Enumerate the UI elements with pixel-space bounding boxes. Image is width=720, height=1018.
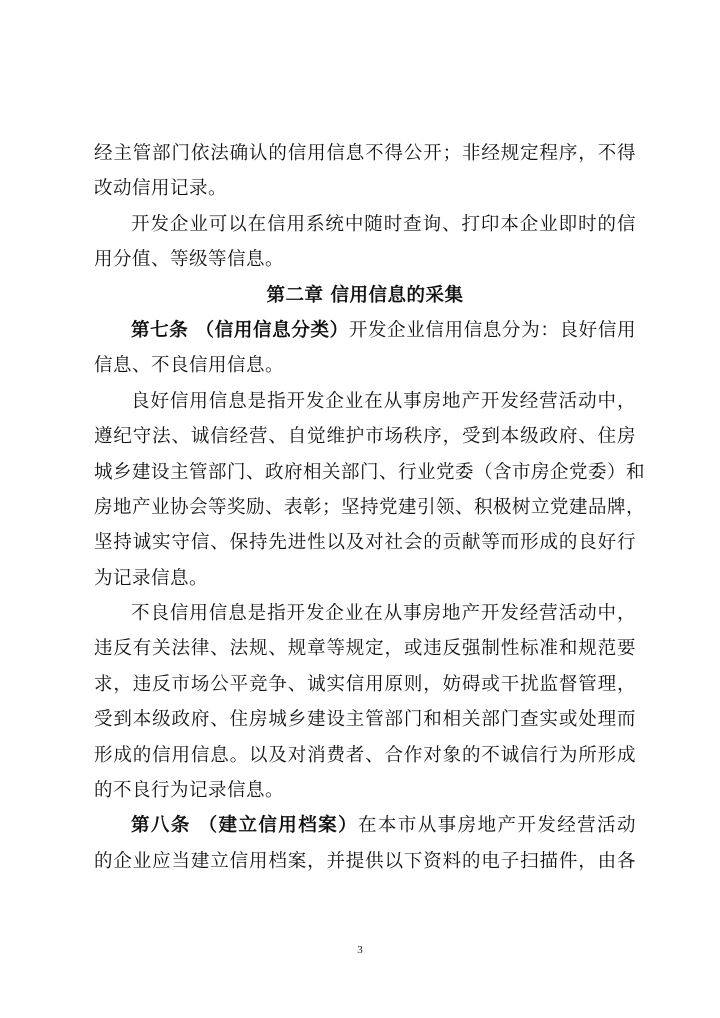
text-line: 城乡建设主管部门、政府相关部门、行业党委（含市房企党委）和 — [94, 461, 646, 483]
article-7-line — [94, 313, 636, 348]
text-line: 违反有关法律、法规、规章等规定，或违反强制性标准和规范要 — [94, 638, 636, 660]
text-line: 开发企业可以在信用系统中随时查询、打印本企业即时的信 — [131, 213, 636, 235]
article-7-text: 开发企业信用信息分为：良好信用 — [348, 319, 636, 341]
page-number: 3 — [357, 944, 363, 956]
text-line: 经主管部门依法确认的信用信息不得公开；非经规定程序，不得 — [94, 143, 636, 164]
text-line: 求，违反市场公平竞争、诚实信用原则，妨碍或干扰监督管理， — [94, 673, 636, 695]
text-line: 为记录信息。 — [94, 567, 209, 589]
text-line: 改动信用记录。 — [94, 178, 228, 200]
text-line: 不良信用信息是指开发企业在从事房地产开发经营活动中， — [131, 603, 636, 625]
text-line: 房地产业协会等奖励、表彰；坚持党建引领、积极树立党建品牌， — [94, 496, 646, 518]
article-8-title: 第八条 （建立信用档案） — [131, 815, 358, 837]
chapter-title: 第二章 信用信息的采集 — [266, 284, 464, 306]
text-line: 的不良行为记录信息。 — [94, 780, 285, 802]
article-8-text: 在本市从事房地产开发经营活动 — [358, 815, 636, 837]
document-body — [94, 136, 646, 879]
article-8-line — [94, 808, 636, 843]
text-line: 形成的信用信息。以及对消费者、合作对象的不诚信行为所形成 — [94, 744, 636, 766]
text-line: 遵纪守法、诚信经营、自觉维护市场秩序，受到本级政府、住房 — [94, 426, 636, 448]
text-line: 受到本级政府、住房城乡建设主管部门和相关部门查实或处理而 — [94, 709, 636, 731]
text-line: 坚持诚实守信、保持先进性以及对社会的贡献等而形成的良好行 — [94, 532, 636, 554]
text-line: 的企业应当建立信用档案，并提供以下资料的电子扫描件，由各 — [94, 850, 636, 872]
text-line: 用分值、等级等信息。 — [94, 249, 285, 271]
text-line: 良好信用信息是指开发企业在从事房地产开发经营活动中， — [131, 390, 636, 412]
article-7-title: 第七条 （信用信息分类） — [131, 319, 349, 341]
text-line: 信息、不良信用信息。 — [94, 355, 285, 377]
